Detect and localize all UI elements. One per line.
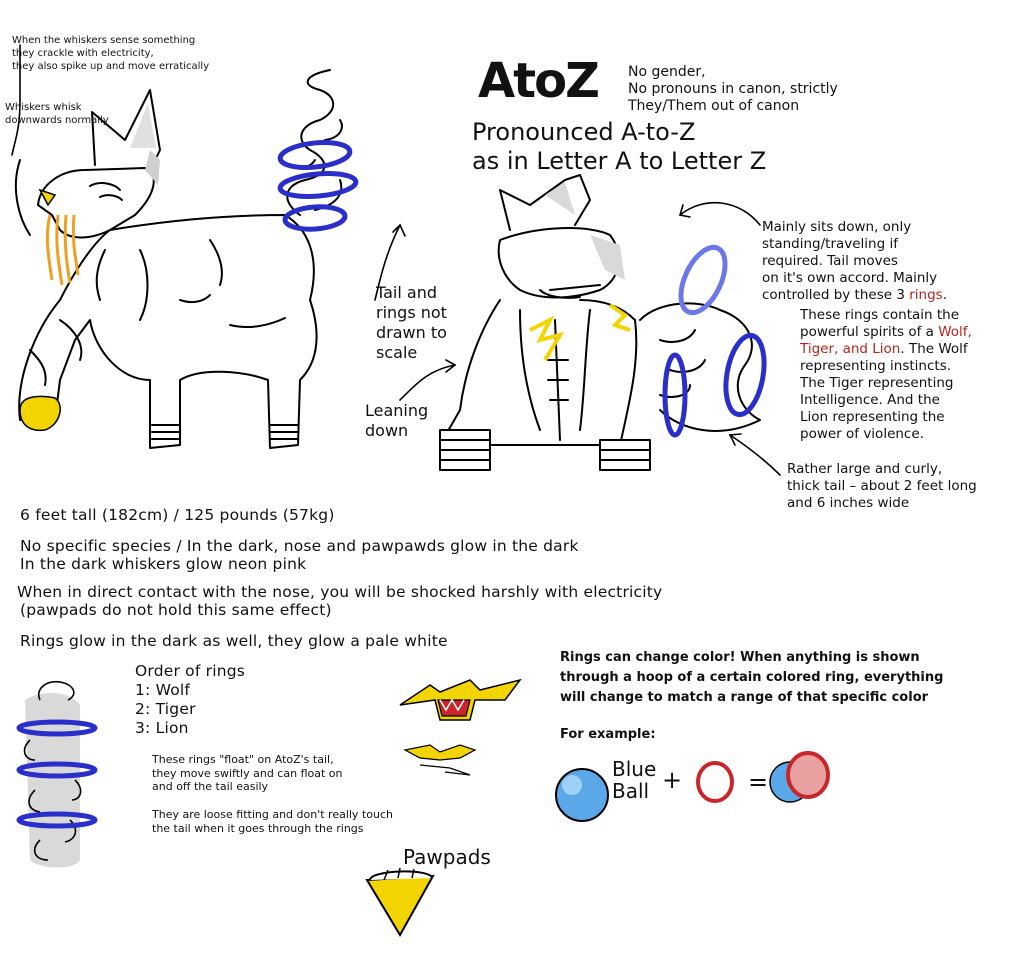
note-sits-down <box>762 219 947 304</box>
whiskers-glow: In the dark whiskers glow neon pink <box>20 555 307 573</box>
pronunciation-line: Pronounced A-to-Z <box>472 118 696 146</box>
glowing-nose-face-icon <box>400 680 520 720</box>
pawpads-label: Pawpads <box>403 845 491 869</box>
nose-contact: When in direct contact with the nose, you will be shocked harshly with electricity <box>17 583 663 601</box>
rings-order-title: Order of rings <box>135 662 246 680</box>
rings-glow: Rings glow in the dark as well, they glow a pale white <box>20 632 448 650</box>
tiger-lion-highlight: Tiger, and Lion <box>800 341 901 357</box>
ring-item: 2: Tiger <box>135 700 196 718</box>
note-line: The Tiger representing <box>800 375 954 391</box>
note-line: and off the tail easily <box>152 780 269 793</box>
note-text: powerful spirits of a <box>800 324 939 340</box>
note-line: Intelligence. And the <box>800 392 940 408</box>
note-line: Tail and <box>376 283 438 302</box>
gender-line: No pronouns in canon, strictly <box>628 81 838 97</box>
gender-line: They/Them out of canon <box>628 98 800 114</box>
plus-sign: + <box>662 766 683 794</box>
note-line: representing instincts. <box>800 358 952 374</box>
gender-note <box>628 64 838 115</box>
note-whiskers-whisk <box>5 101 109 127</box>
note-line: scale <box>376 343 418 362</box>
note-text: . <box>942 287 947 303</box>
note-line: power of violence. <box>800 426 924 442</box>
ring-item: 1: Wolf <box>135 681 191 699</box>
pawpad-icon <box>367 868 433 935</box>
note-whiskers-sense <box>12 34 209 73</box>
note-line: Rather large and curly, <box>787 461 943 477</box>
note-line: These rings "float" on AtoZ's tail, <box>152 753 334 766</box>
note-tail-rings <box>376 283 447 363</box>
color-change-note <box>560 648 943 708</box>
note-line <box>800 341 972 358</box>
equals-sign: = <box>748 768 769 796</box>
loose-note <box>152 808 393 835</box>
note-line: through a hoop of a certain colored ring, everything <box>560 670 944 685</box>
note-spirits <box>800 307 972 443</box>
pronunciation <box>472 118 766 176</box>
note-line: Lion representing the <box>800 409 945 425</box>
note-line: the tail when it goes through the rings <box>152 821 364 835</box>
note-line: standing/traveling if <box>762 236 898 252</box>
label-line: Ball <box>612 779 650 803</box>
note-line: downwards normally <box>5 115 109 126</box>
note-line: When the whiskers sense something <box>12 35 196 46</box>
rings-highlight: rings <box>909 287 943 303</box>
pawpads-effect: (pawpads do not hold this same effect) <box>20 601 332 619</box>
blue-ball-icon <box>556 769 608 821</box>
color-example <box>556 753 828 821</box>
note-line: These rings contain the <box>800 307 960 323</box>
ring-item: 3: Lion <box>135 719 189 737</box>
character-name: AtoZ <box>478 53 598 109</box>
label-line: Blue <box>612 757 657 781</box>
red-ring-icon <box>698 763 732 801</box>
note-line: on it's own accord. Mainly <box>762 270 938 286</box>
wolf-highlight: Wolf, <box>938 324 972 340</box>
pronunciation-line: as in Letter A to Letter Z <box>472 147 767 175</box>
note-line <box>762 287 947 304</box>
note-line: drawn to <box>376 323 447 342</box>
note-line: They are loose fitting and don't really touch <box>152 808 393 821</box>
gender-line: No gender, <box>628 64 706 80</box>
note-line: and 6 inches wide <box>787 495 910 511</box>
note-line: rings not <box>376 303 447 322</box>
note-line: Leaning <box>365 401 429 420</box>
note-text: controlled by these 3 <box>762 287 910 303</box>
height-weight: 6 feet tall (182cm) / 125 pounds (57kg) <box>20 506 335 524</box>
pawpad-left <box>20 396 60 430</box>
note-line <box>800 324 972 341</box>
note-line: down <box>365 421 409 440</box>
note-line: they move swiftly and can float on <box>152 766 343 780</box>
ring-order-tail <box>19 682 95 868</box>
note-line: they crackle with electricity, <box>12 48 154 59</box>
note-line: required. Tail moves <box>762 253 898 269</box>
note-line: Rings can change color! When anything is shown <box>560 650 920 665</box>
note-tail-size <box>787 461 977 512</box>
rings-order <box>135 662 245 738</box>
species: No specific species / In the dark, nose and pawpawds glow in the dark <box>20 537 579 555</box>
blue-ball-label <box>612 758 656 802</box>
tail-rings-right <box>665 241 770 435</box>
note-text: . The Wolf <box>900 341 968 357</box>
note-line: thick tail – about 2 feet long <box>787 478 977 494</box>
note-leaning <box>365 401 428 441</box>
note-line: Mainly sits down, only <box>762 219 912 235</box>
example-label: For example: <box>560 727 656 742</box>
tail-rings-left <box>279 139 357 231</box>
note-line: they also spike up and move erratically <box>12 61 210 72</box>
glowing-whisker-small-icon <box>405 745 475 775</box>
note-line: Whiskers whisk <box>5 102 82 113</box>
float-note <box>152 753 342 794</box>
note-line: will change to match a range of that specific color <box>560 690 929 705</box>
sitting-figure <box>440 175 760 470</box>
